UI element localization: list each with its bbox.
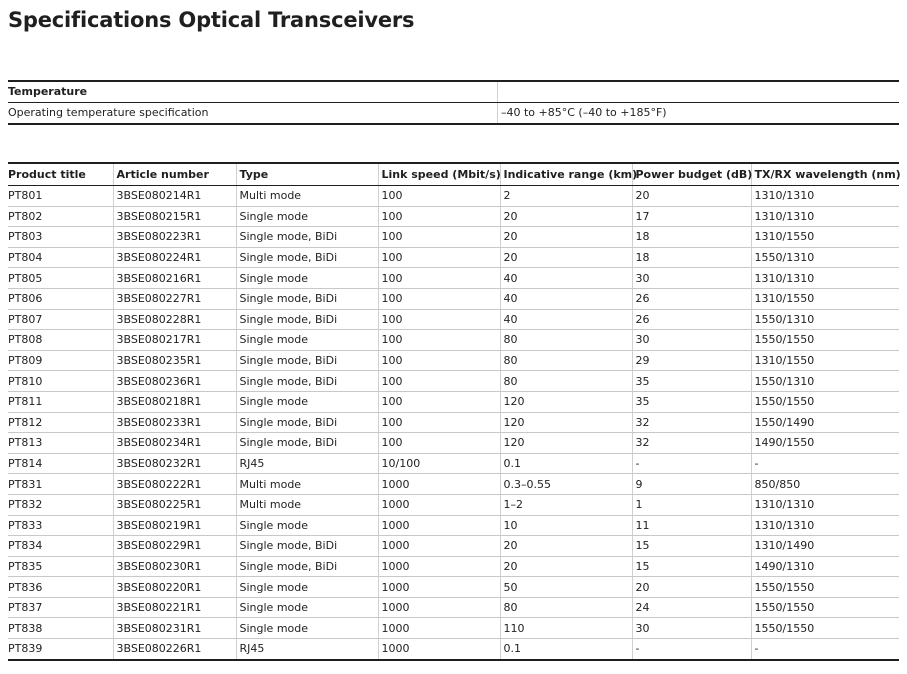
cell-link-speed: 1000 <box>378 515 500 536</box>
cell-type: Single mode, BiDi <box>236 536 378 557</box>
cell-product-title: PT811 <box>8 391 113 412</box>
cell-power-budget: 26 <box>632 309 751 330</box>
table-row <box>8 227 899 248</box>
cell-link-speed: 1000 <box>378 536 500 557</box>
cell-wavelength: 1310/1310 <box>751 206 899 227</box>
table-row <box>8 639 899 660</box>
cell-wavelength: 1550/1310 <box>751 371 899 392</box>
cell-link-speed: 100 <box>378 391 500 412</box>
cell-product-title: PT804 <box>8 247 113 268</box>
cell-product-title: PT808 <box>8 330 113 351</box>
cell-link-speed: 10/100 <box>378 453 500 474</box>
cell-power-budget: 26 <box>632 288 751 309</box>
cell-indicative-range: 80 <box>500 330 632 351</box>
cell-wavelength: 1310/1310 <box>751 494 899 515</box>
cell-indicative-range: 20 <box>500 206 632 227</box>
cell-wavelength: 1550/1550 <box>751 618 899 639</box>
cell-indicative-range: 1–2 <box>500 494 632 515</box>
cell-power-budget: 20 <box>632 577 751 598</box>
column-header-power-budget: Power budget (dB) <box>632 163 751 186</box>
table-row <box>8 556 899 577</box>
specifications-table <box>8 162 899 661</box>
cell-article-number: 3BSE080225R1 <box>113 494 236 515</box>
cell-link-speed: 1000 <box>378 577 500 598</box>
cell-wavelength: 1550/1310 <box>751 309 899 330</box>
cell-type: Multi mode <box>236 186 378 207</box>
cell-indicative-range: 80 <box>500 350 632 371</box>
cell-power-budget: 18 <box>632 227 751 248</box>
cell-type: Single mode, BiDi <box>236 412 378 433</box>
cell-product-title: PT810 <box>8 371 113 392</box>
cell-type: Single mode <box>236 618 378 639</box>
cell-link-speed: 100 <box>378 309 500 330</box>
cell-product-title: PT814 <box>8 453 113 474</box>
cell-link-speed: 100 <box>378 350 500 371</box>
cell-product-title: PT807 <box>8 309 113 330</box>
table-row <box>8 618 899 639</box>
cell-type: Multi mode <box>236 474 378 495</box>
cell-product-title: PT835 <box>8 556 113 577</box>
cell-indicative-range: 10 <box>500 515 632 536</box>
cell-product-title: PT801 <box>8 186 113 207</box>
table-row <box>8 206 899 227</box>
cell-wavelength: - <box>751 639 899 660</box>
cell-wavelength: 850/850 <box>751 474 899 495</box>
cell-indicative-range: 110 <box>500 618 632 639</box>
cell-power-budget: 35 <box>632 391 751 412</box>
cell-indicative-range: 20 <box>500 227 632 248</box>
cell-wavelength: 1310/1550 <box>751 350 899 371</box>
cell-wavelength: 1550/1550 <box>751 391 899 412</box>
table-row <box>8 268 899 289</box>
cell-article-number: 3BSE080220R1 <box>113 577 236 598</box>
cell-article-number: 3BSE080219R1 <box>113 515 236 536</box>
cell-link-speed: 100 <box>378 227 500 248</box>
cell-wavelength: - <box>751 453 899 474</box>
cell-article-number: 3BSE080228R1 <box>113 309 236 330</box>
cell-type: Single mode, BiDi <box>236 433 378 454</box>
cell-indicative-range: 120 <box>500 433 632 454</box>
cell-link-speed: 100 <box>378 330 500 351</box>
cell-wavelength: 1550/1550 <box>751 597 899 618</box>
cell-link-speed: 1000 <box>378 597 500 618</box>
cell-product-title: PT803 <box>8 227 113 248</box>
cell-article-number: 3BSE080216R1 <box>113 268 236 289</box>
cell-power-budget: 30 <box>632 330 751 351</box>
cell-indicative-range: 120 <box>500 391 632 412</box>
cell-indicative-range: 20 <box>500 536 632 557</box>
cell-power-budget: - <box>632 639 751 660</box>
cell-product-title: PT839 <box>8 639 113 660</box>
column-header-indicative-range: Indicative range (km) <box>500 163 632 186</box>
cell-article-number: 3BSE080227R1 <box>113 288 236 309</box>
cell-wavelength: 1310/1310 <box>751 515 899 536</box>
cell-link-speed: 1000 <box>378 618 500 639</box>
cell-power-budget: 32 <box>632 433 751 454</box>
cell-article-number: 3BSE080218R1 <box>113 391 236 412</box>
cell-type: Single mode, BiDi <box>236 350 378 371</box>
cell-article-number: 3BSE080232R1 <box>113 453 236 474</box>
cell-type: Single mode <box>236 268 378 289</box>
cell-product-title: PT836 <box>8 577 113 598</box>
cell-article-number: 3BSE080224R1 <box>113 247 236 268</box>
cell-indicative-range: 40 <box>500 268 632 289</box>
cell-link-speed: 100 <box>378 186 500 207</box>
cell-product-title: PT833 <box>8 515 113 536</box>
cell-link-speed: 100 <box>378 206 500 227</box>
cell-wavelength: 1310/1550 <box>751 227 899 248</box>
cell-wavelength: 1310/1310 <box>751 268 899 289</box>
cell-link-speed: 100 <box>378 288 500 309</box>
cell-power-budget: 18 <box>632 247 751 268</box>
cell-product-title: PT802 <box>8 206 113 227</box>
cell-product-title: PT813 <box>8 433 113 454</box>
table-row <box>8 309 899 330</box>
cell-product-title: PT812 <box>8 412 113 433</box>
cell-type: Single mode <box>236 391 378 412</box>
cell-product-title: PT809 <box>8 350 113 371</box>
cell-type: Single mode <box>236 577 378 598</box>
cell-wavelength: 1310/1550 <box>751 288 899 309</box>
table-header-row <box>8 163 899 186</box>
cell-article-number: 3BSE080234R1 <box>113 433 236 454</box>
cell-power-budget: 32 <box>632 412 751 433</box>
table-row <box>8 288 899 309</box>
cell-wavelength: 1310/1490 <box>751 536 899 557</box>
cell-type: Single mode <box>236 206 378 227</box>
cell-indicative-range: 0.3–0.55 <box>500 474 632 495</box>
cell-wavelength: 1490/1310 <box>751 556 899 577</box>
cell-power-budget: 17 <box>632 206 751 227</box>
temperature-spec-value: –40 to +85°C (–40 to +185°F) <box>497 103 667 123</box>
cell-power-budget: 20 <box>632 186 751 207</box>
table-row <box>8 391 899 412</box>
cell-product-title: PT805 <box>8 268 113 289</box>
table-row <box>8 350 899 371</box>
cell-power-budget: 24 <box>632 597 751 618</box>
table-row <box>8 536 899 557</box>
cell-wavelength: 1550/1550 <box>751 330 899 351</box>
cell-article-number: 3BSE080226R1 <box>113 639 236 660</box>
cell-indicative-range: 80 <box>500 371 632 392</box>
cell-link-speed: 1000 <box>378 639 500 660</box>
cell-article-number: 3BSE080221R1 <box>113 597 236 618</box>
cell-link-speed: 100 <box>378 433 500 454</box>
cell-article-number: 3BSE080235R1 <box>113 350 236 371</box>
cell-product-title: PT831 <box>8 474 113 495</box>
temperature-spec-label: Operating temperature specification <box>8 106 209 119</box>
cell-type: Single mode, BiDi <box>236 227 378 248</box>
cell-type: Single mode, BiDi <box>236 556 378 577</box>
temperature-row <box>8 103 899 125</box>
cell-indicative-range: 50 <box>500 577 632 598</box>
cell-power-budget: 1 <box>632 494 751 515</box>
page-title: Specifications Optical Transceivers <box>8 8 415 32</box>
cell-link-speed: 1000 <box>378 494 500 515</box>
cell-product-title: PT838 <box>8 618 113 639</box>
cell-power-budget: 30 <box>632 618 751 639</box>
cell-type: Single mode <box>236 515 378 536</box>
cell-power-budget: 35 <box>632 371 751 392</box>
table-row <box>8 371 899 392</box>
cell-article-number: 3BSE080229R1 <box>113 536 236 557</box>
cell-type: Single mode, BiDi <box>236 288 378 309</box>
table-row <box>8 453 899 474</box>
cell-wavelength: 1550/1310 <box>751 247 899 268</box>
table-row <box>8 494 899 515</box>
cell-product-title: PT832 <box>8 494 113 515</box>
column-header-type: Type <box>236 163 378 186</box>
cell-power-budget: 15 <box>632 536 751 557</box>
table-row <box>8 597 899 618</box>
cell-type: Single mode <box>236 597 378 618</box>
cell-article-number: 3BSE080217R1 <box>113 330 236 351</box>
cell-link-speed: 100 <box>378 371 500 392</box>
cell-indicative-range: 2 <box>500 186 632 207</box>
cell-indicative-range: 20 <box>500 247 632 268</box>
table-row <box>8 515 899 536</box>
table-row <box>8 433 899 454</box>
table-row <box>8 247 899 268</box>
temperature-header-label: Temperature <box>8 85 88 98</box>
cell-power-budget: 11 <box>632 515 751 536</box>
cell-power-budget: 29 <box>632 350 751 371</box>
table-row <box>8 577 899 598</box>
cell-wavelength: 1310/1310 <box>751 186 899 207</box>
cell-article-number: 3BSE080222R1 <box>113 474 236 495</box>
cell-type: Multi mode <box>236 494 378 515</box>
cell-type: RJ45 <box>236 453 378 474</box>
cell-power-budget: 30 <box>632 268 751 289</box>
cell-product-title: PT837 <box>8 597 113 618</box>
cell-link-speed: 100 <box>378 268 500 289</box>
cell-article-number: 3BSE080231R1 <box>113 618 236 639</box>
cell-indicative-range: 40 <box>500 288 632 309</box>
temperature-header <box>8 82 899 103</box>
cell-indicative-range: 0.1 <box>500 453 632 474</box>
cell-indicative-range: 80 <box>500 597 632 618</box>
cell-power-budget: 15 <box>632 556 751 577</box>
cell-indicative-range: 40 <box>500 309 632 330</box>
cell-power-budget: 9 <box>632 474 751 495</box>
cell-type: RJ45 <box>236 639 378 660</box>
cell-article-number: 3BSE080236R1 <box>113 371 236 392</box>
cell-link-speed: 1000 <box>378 556 500 577</box>
cell-article-number: 3BSE080215R1 <box>113 206 236 227</box>
cell-type: Single mode <box>236 330 378 351</box>
column-header-wavelength: TX/RX wavelength (nm) <box>751 163 899 186</box>
cell-product-title: PT834 <box>8 536 113 557</box>
cell-product-title: PT806 <box>8 288 113 309</box>
table-row <box>8 474 899 495</box>
table-row <box>8 330 899 351</box>
column-header-product-title: Product title <box>8 163 113 186</box>
cell-type: Single mode, BiDi <box>236 247 378 268</box>
cell-power-budget: - <box>632 453 751 474</box>
cell-wavelength: 1490/1550 <box>751 433 899 454</box>
column-header-article-number: Article number <box>113 163 236 186</box>
cell-article-number: 3BSE080214R1 <box>113 186 236 207</box>
temperature-table <box>8 80 899 125</box>
cell-wavelength: 1550/1490 <box>751 412 899 433</box>
cell-indicative-range: 0.1 <box>500 639 632 660</box>
table-row <box>8 412 899 433</box>
cell-indicative-range: 20 <box>500 556 632 577</box>
table-row <box>8 186 899 207</box>
cell-article-number: 3BSE080223R1 <box>113 227 236 248</box>
cell-indicative-range: 120 <box>500 412 632 433</box>
cell-link-speed: 100 <box>378 412 500 433</box>
cell-link-speed: 100 <box>378 247 500 268</box>
cell-wavelength: 1550/1550 <box>751 577 899 598</box>
table-body <box>8 186 899 660</box>
column-header-link-speed: Link speed (Mbit/s) <box>378 163 500 186</box>
cell-type: Single mode, BiDi <box>236 309 378 330</box>
cell-type: Single mode, BiDi <box>236 371 378 392</box>
cell-link-speed: 1000 <box>378 474 500 495</box>
cell-article-number: 3BSE080230R1 <box>113 556 236 577</box>
cell-article-number: 3BSE080233R1 <box>113 412 236 433</box>
